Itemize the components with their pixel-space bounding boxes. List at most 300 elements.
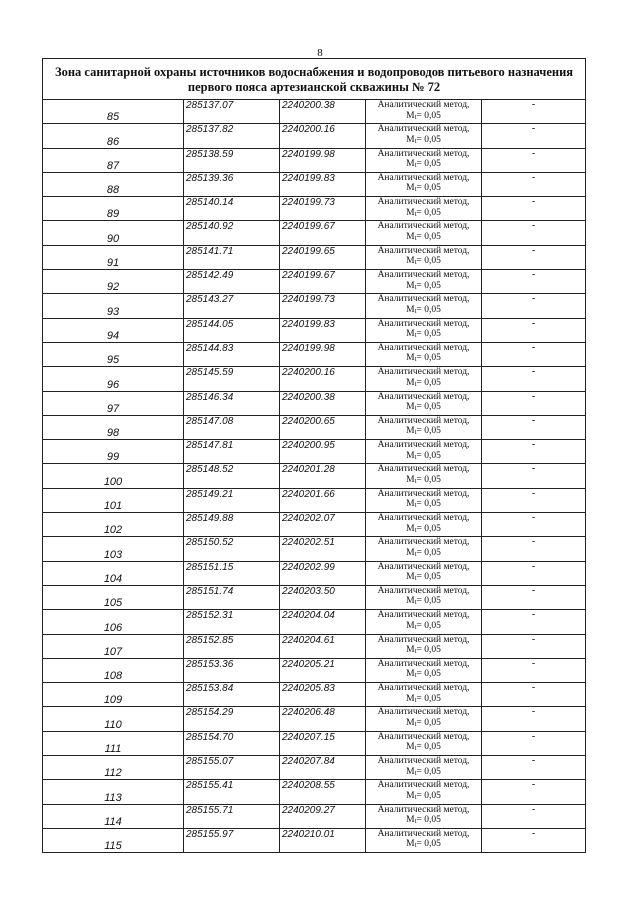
method-cell bbox=[366, 100, 482, 124]
method-accuracy-value: = 0,05 bbox=[416, 353, 441, 364]
method-accuracy bbox=[366, 281, 481, 293]
y-coordinate: 2240202.07 bbox=[280, 513, 366, 537]
x-coordinate: 285155.07 bbox=[184, 756, 280, 780]
method-accuracy-symbol: M bbox=[406, 353, 415, 364]
method-accuracy-value: = 0,05 bbox=[416, 596, 441, 607]
x-coordinate: 285140.92 bbox=[184, 221, 280, 245]
note-cell: - bbox=[482, 270, 586, 294]
method-accuracy-value: = 0,05 bbox=[416, 402, 441, 413]
note-cell: - bbox=[482, 415, 586, 439]
note-cell: - bbox=[482, 513, 586, 537]
x-coordinate: 285144.05 bbox=[184, 318, 280, 342]
method-accuracy bbox=[366, 839, 481, 851]
y-coordinate: 2240200.65 bbox=[280, 415, 366, 439]
x-coordinate: 285144.83 bbox=[184, 342, 280, 366]
method-label: Аналитический метод, bbox=[377, 828, 470, 839]
x-coordinate: 285151.15 bbox=[184, 561, 280, 585]
y-coordinate: 2240199.67 bbox=[280, 270, 366, 294]
y-coordinate: 2240199.83 bbox=[280, 318, 366, 342]
method-label: Аналитический метод, bbox=[377, 707, 470, 718]
y-coordinate: 2240202.51 bbox=[280, 537, 366, 561]
y-coordinate: 2240207.84 bbox=[280, 756, 366, 780]
method-accuracy-symbol: M bbox=[406, 693, 415, 704]
method-accuracy-symbol: M bbox=[406, 790, 415, 801]
method-label: Аналитический метод, bbox=[377, 342, 470, 353]
point-number: 95 bbox=[43, 342, 184, 366]
point-number: 110 bbox=[43, 707, 184, 731]
point-number: 99 bbox=[43, 440, 184, 464]
method-accuracy-subscript: t bbox=[414, 428, 417, 437]
table-title: Зона санитарной охраны источников водоснабжения и водопроводов питьевого назначения первого пояса артезианской скважины № 72 bbox=[43, 59, 586, 100]
method-accuracy-value: = 0,05 bbox=[416, 669, 441, 680]
x-coordinate: 285155.97 bbox=[184, 828, 280, 852]
method-accuracy bbox=[366, 232, 481, 244]
x-coordinate: 285153.36 bbox=[184, 658, 280, 682]
method-accuracy bbox=[366, 524, 481, 536]
y-coordinate: 2240201.66 bbox=[280, 488, 366, 512]
method-label: Аналитический метод, bbox=[377, 634, 470, 645]
point-number: 91 bbox=[43, 245, 184, 269]
method-accuracy-subscript: t bbox=[414, 404, 417, 413]
method-accuracy bbox=[366, 669, 481, 681]
y-coordinate: 2240199.83 bbox=[280, 172, 366, 196]
method-label: Аналитический метод, bbox=[377, 367, 470, 378]
method-accuracy-value: = 0,05 bbox=[416, 231, 441, 242]
method-accuracy-symbol: M bbox=[406, 159, 415, 170]
method-cell bbox=[366, 683, 482, 707]
table-row bbox=[43, 245, 586, 269]
point-number: 109 bbox=[43, 683, 184, 707]
method-accuracy bbox=[366, 475, 481, 487]
point-number: 93 bbox=[43, 294, 184, 318]
method-label: Аналитический метод, bbox=[377, 270, 470, 281]
method-cell bbox=[366, 780, 482, 804]
point-number: 97 bbox=[43, 391, 184, 415]
method-accuracy bbox=[366, 815, 481, 827]
method-accuracy-subscript: t bbox=[414, 355, 417, 364]
point-number: 102 bbox=[43, 513, 184, 537]
table-row bbox=[43, 828, 586, 852]
note-cell: - bbox=[482, 197, 586, 221]
table-row bbox=[43, 391, 586, 415]
x-coordinate: 285150.52 bbox=[184, 537, 280, 561]
table-row bbox=[43, 415, 586, 439]
note-cell: - bbox=[482, 440, 586, 464]
method-cell bbox=[366, 294, 482, 318]
method-accuracy bbox=[366, 256, 481, 268]
note-cell: - bbox=[482, 828, 586, 852]
point-number: 89 bbox=[43, 197, 184, 221]
method-cell bbox=[366, 804, 482, 828]
method-cell bbox=[366, 828, 482, 852]
method-accuracy-symbol: M bbox=[406, 304, 415, 315]
y-coordinate: 2240199.65 bbox=[280, 245, 366, 269]
table-row bbox=[43, 513, 586, 537]
table-row bbox=[43, 804, 586, 828]
method-label: Аналитический метод, bbox=[377, 197, 470, 208]
note-cell: - bbox=[482, 148, 586, 172]
x-coordinate: 285146.34 bbox=[184, 391, 280, 415]
method-accuracy-symbol: M bbox=[406, 620, 415, 631]
table-row bbox=[43, 488, 586, 512]
point-number: 115 bbox=[43, 828, 184, 852]
method-cell bbox=[366, 488, 482, 512]
x-coordinate: 285148.52 bbox=[184, 464, 280, 488]
method-accuracy-value: = 0,05 bbox=[416, 207, 441, 218]
note-cell: - bbox=[482, 780, 586, 804]
table-row bbox=[43, 197, 586, 221]
table-row bbox=[43, 318, 586, 342]
x-coordinate: 285138.59 bbox=[184, 148, 280, 172]
method-accuracy bbox=[366, 694, 481, 706]
y-coordinate: 2240210.01 bbox=[280, 828, 366, 852]
method-accuracy-subscript: t bbox=[414, 185, 417, 194]
point-number: 85 bbox=[43, 100, 184, 124]
method-accuracy-subscript: t bbox=[414, 719, 417, 728]
method-accuracy-value: = 0,05 bbox=[416, 474, 441, 485]
method-accuracy-subscript: t bbox=[414, 136, 417, 145]
method-accuracy-subscript: t bbox=[414, 549, 417, 558]
note-cell: - bbox=[482, 318, 586, 342]
method-accuracy-value: = 0,05 bbox=[416, 572, 441, 583]
y-coordinate: 2240203.50 bbox=[280, 585, 366, 609]
method-label: Аналитический метод, bbox=[377, 488, 470, 499]
table-row bbox=[43, 780, 586, 804]
method-accuracy-symbol: M bbox=[406, 256, 415, 267]
x-coordinate: 285137.82 bbox=[184, 124, 280, 148]
point-number: 111 bbox=[43, 731, 184, 755]
method-accuracy-symbol: M bbox=[406, 402, 415, 413]
method-accuracy-value: = 0,05 bbox=[416, 256, 441, 267]
note-cell: - bbox=[482, 342, 586, 366]
method-accuracy-value: = 0,05 bbox=[416, 620, 441, 631]
y-coordinate: 2240200.38 bbox=[280, 100, 366, 124]
method-accuracy-value: = 0,05 bbox=[416, 329, 441, 340]
method-label: Аналитический метод, bbox=[377, 585, 470, 596]
method-accuracy-value: = 0,05 bbox=[416, 134, 441, 145]
method-label: Аналитический метод, bbox=[377, 804, 470, 815]
y-coordinate: 2240200.16 bbox=[280, 367, 366, 391]
point-number: 92 bbox=[43, 270, 184, 294]
method-accuracy-subscript: t bbox=[414, 622, 417, 631]
method-cell bbox=[366, 610, 482, 634]
method-accuracy bbox=[366, 621, 481, 633]
method-label: Аналитический метод, bbox=[377, 610, 470, 621]
method-accuracy bbox=[366, 329, 481, 341]
method-cell bbox=[366, 537, 482, 561]
table-row bbox=[43, 294, 586, 318]
method-accuracy-symbol: M bbox=[406, 450, 415, 461]
method-accuracy-symbol: M bbox=[406, 766, 415, 777]
method-accuracy-symbol: M bbox=[406, 523, 415, 534]
point-number: 94 bbox=[43, 318, 184, 342]
table-row bbox=[43, 367, 586, 391]
method-accuracy-subscript: t bbox=[414, 452, 417, 461]
method-accuracy-symbol: M bbox=[406, 207, 415, 218]
method-cell bbox=[366, 658, 482, 682]
method-accuracy-symbol: M bbox=[406, 280, 415, 291]
method-accuracy-symbol: M bbox=[406, 377, 415, 388]
x-coordinate: 285140.14 bbox=[184, 197, 280, 221]
y-coordinate: 2240204.04 bbox=[280, 610, 366, 634]
y-coordinate: 2240199.98 bbox=[280, 342, 366, 366]
method-accuracy-symbol: M bbox=[406, 596, 415, 607]
table-row bbox=[43, 634, 586, 658]
method-label: Аналитический метод, bbox=[377, 148, 470, 159]
x-coordinate: 285145.59 bbox=[184, 367, 280, 391]
method-cell bbox=[366, 245, 482, 269]
note-cell: - bbox=[482, 100, 586, 124]
note-cell: - bbox=[482, 488, 586, 512]
note-cell: - bbox=[482, 634, 586, 658]
method-accuracy bbox=[366, 353, 481, 365]
table-row bbox=[43, 537, 586, 561]
method-accuracy-value: = 0,05 bbox=[416, 693, 441, 704]
y-coordinate: 2240205.83 bbox=[280, 683, 366, 707]
method-accuracy-value: = 0,05 bbox=[416, 790, 441, 801]
method-accuracy-subscript: t bbox=[414, 379, 417, 388]
table-row bbox=[43, 756, 586, 780]
method-label: Аналитический метод, bbox=[377, 440, 470, 451]
point-number: 106 bbox=[43, 610, 184, 634]
y-coordinate: 2240201.28 bbox=[280, 464, 366, 488]
method-accuracy-symbol: M bbox=[406, 815, 415, 826]
method-cell bbox=[366, 172, 482, 196]
method-accuracy bbox=[366, 572, 481, 584]
method-accuracy-subscript: t bbox=[414, 112, 417, 121]
method-accuracy bbox=[366, 548, 481, 560]
method-accuracy bbox=[366, 499, 481, 511]
method-accuracy-symbol: M bbox=[406, 669, 415, 680]
point-number: 87 bbox=[43, 148, 184, 172]
method-accuracy bbox=[366, 645, 481, 657]
method-cell bbox=[366, 342, 482, 366]
method-accuracy-subscript: t bbox=[414, 233, 417, 242]
method-label: Аналитический метод, bbox=[377, 245, 470, 256]
point-number: 96 bbox=[43, 367, 184, 391]
method-cell bbox=[366, 464, 482, 488]
method-accuracy-value: = 0,05 bbox=[416, 645, 441, 656]
method-label: Аналитический метод, bbox=[377, 731, 470, 742]
method-accuracy-subscript: t bbox=[414, 574, 417, 583]
note-cell: - bbox=[482, 658, 586, 682]
method-accuracy-subscript: t bbox=[414, 817, 417, 826]
y-coordinate: 2240200.16 bbox=[280, 124, 366, 148]
method-cell bbox=[366, 391, 482, 415]
method-accuracy bbox=[366, 159, 481, 171]
method-accuracy-symbol: M bbox=[406, 499, 415, 510]
method-accuracy-value: = 0,05 bbox=[416, 742, 441, 753]
table-row bbox=[43, 658, 586, 682]
method-cell bbox=[366, 318, 482, 342]
method-accuracy-subscript: t bbox=[414, 768, 417, 777]
method-label: Аналитический метод, bbox=[377, 756, 470, 767]
method-label: Аналитический метод, bbox=[377, 561, 470, 572]
table-row bbox=[43, 731, 586, 755]
x-coordinate: 285155.41 bbox=[184, 780, 280, 804]
method-label: Аналитический метод, bbox=[377, 513, 470, 524]
note-cell: - bbox=[482, 391, 586, 415]
method-label: Аналитический метод, bbox=[377, 391, 470, 402]
method-label: Аналитический метод, bbox=[377, 658, 470, 669]
method-cell bbox=[366, 221, 482, 245]
method-accuracy-symbol: M bbox=[406, 839, 415, 850]
method-accuracy-value: = 0,05 bbox=[416, 426, 441, 437]
method-accuracy-subscript: t bbox=[414, 501, 417, 510]
method-cell bbox=[366, 707, 482, 731]
method-accuracy-value: = 0,05 bbox=[416, 499, 441, 510]
method-cell bbox=[366, 124, 482, 148]
method-accuracy-symbol: M bbox=[406, 110, 415, 121]
point-number: 112 bbox=[43, 756, 184, 780]
note-cell: - bbox=[482, 731, 586, 755]
method-cell bbox=[366, 513, 482, 537]
table-body bbox=[43, 59, 586, 853]
x-coordinate: 285137.07 bbox=[184, 100, 280, 124]
point-number: 108 bbox=[43, 658, 184, 682]
table-row bbox=[43, 148, 586, 172]
method-accuracy bbox=[366, 596, 481, 608]
page-number: 8 bbox=[317, 47, 323, 59]
table-row bbox=[43, 464, 586, 488]
method-accuracy-value: = 0,05 bbox=[416, 110, 441, 121]
point-number: 103 bbox=[43, 537, 184, 561]
method-label: Аналитический метод, bbox=[377, 464, 470, 475]
table-row bbox=[43, 124, 586, 148]
x-coordinate: 285151.74 bbox=[184, 585, 280, 609]
method-accuracy-symbol: M bbox=[406, 426, 415, 437]
y-coordinate: 2240200.38 bbox=[280, 391, 366, 415]
method-accuracy-subscript: t bbox=[414, 792, 417, 801]
method-accuracy-subscript: t bbox=[414, 161, 417, 170]
x-coordinate: 285153.84 bbox=[184, 683, 280, 707]
y-coordinate: 2240204.61 bbox=[280, 634, 366, 658]
method-label: Аналитический метод, bbox=[377, 780, 470, 791]
x-coordinate: 285141.71 bbox=[184, 245, 280, 269]
method-accuracy-symbol: M bbox=[406, 474, 415, 485]
coordinates-table bbox=[42, 58, 586, 853]
method-cell bbox=[366, 148, 482, 172]
method-accuracy-subscript: t bbox=[414, 647, 417, 656]
note-cell: - bbox=[482, 804, 586, 828]
x-coordinate: 285147.81 bbox=[184, 440, 280, 464]
point-number: 90 bbox=[43, 221, 184, 245]
method-accuracy-value: = 0,05 bbox=[416, 547, 441, 558]
x-coordinate: 285154.29 bbox=[184, 707, 280, 731]
x-coordinate: 285149.21 bbox=[184, 488, 280, 512]
method-accuracy-subscript: t bbox=[414, 282, 417, 291]
note-cell: - bbox=[482, 756, 586, 780]
note-cell: - bbox=[482, 367, 586, 391]
method-accuracy-symbol: M bbox=[406, 645, 415, 656]
table-row bbox=[43, 610, 586, 634]
y-coordinate: 2240200.95 bbox=[280, 440, 366, 464]
y-coordinate: 2240199.73 bbox=[280, 294, 366, 318]
table-row bbox=[43, 221, 586, 245]
y-coordinate: 2240206.48 bbox=[280, 707, 366, 731]
table-row bbox=[43, 342, 586, 366]
note-cell: - bbox=[482, 707, 586, 731]
x-coordinate: 285155.71 bbox=[184, 804, 280, 828]
point-number: 113 bbox=[43, 780, 184, 804]
method-accuracy-value: = 0,05 bbox=[416, 766, 441, 777]
method-cell bbox=[366, 561, 482, 585]
method-cell bbox=[366, 585, 482, 609]
method-accuracy-symbol: M bbox=[406, 547, 415, 558]
method-accuracy-value: = 0,05 bbox=[416, 159, 441, 170]
note-cell: - bbox=[482, 221, 586, 245]
method-accuracy-symbol: M bbox=[406, 134, 415, 145]
method-accuracy-value: = 0,05 bbox=[416, 304, 441, 315]
y-coordinate: 2240205.21 bbox=[280, 658, 366, 682]
method-accuracy bbox=[366, 378, 481, 390]
method-accuracy bbox=[366, 208, 481, 220]
method-accuracy bbox=[366, 791, 481, 803]
method-label: Аналитический метод, bbox=[377, 100, 470, 110]
point-number: 101 bbox=[43, 488, 184, 512]
y-coordinate: 2240207.15 bbox=[280, 731, 366, 755]
point-number: 105 bbox=[43, 585, 184, 609]
method-label: Аналитический метод, bbox=[377, 537, 470, 548]
method-accuracy-subscript: t bbox=[414, 671, 417, 680]
note-cell: - bbox=[482, 464, 586, 488]
point-number: 86 bbox=[43, 124, 184, 148]
x-coordinate: 285152.31 bbox=[184, 610, 280, 634]
method-cell bbox=[366, 197, 482, 221]
method-cell bbox=[366, 270, 482, 294]
table-row bbox=[43, 561, 586, 585]
method-accuracy-value: = 0,05 bbox=[416, 815, 441, 826]
note-cell: - bbox=[482, 245, 586, 269]
method-accuracy-value: = 0,05 bbox=[416, 523, 441, 534]
point-number: 88 bbox=[43, 172, 184, 196]
note-cell: - bbox=[482, 561, 586, 585]
x-coordinate: 285147.08 bbox=[184, 415, 280, 439]
method-accuracy-subscript: t bbox=[414, 841, 417, 850]
method-accuracy bbox=[366, 451, 481, 463]
method-accuracy bbox=[366, 742, 481, 754]
x-coordinate: 285154.70 bbox=[184, 731, 280, 755]
note-cell: - bbox=[482, 294, 586, 318]
method-cell bbox=[366, 440, 482, 464]
method-accuracy bbox=[366, 305, 481, 317]
method-accuracy-subscript: t bbox=[414, 744, 417, 753]
method-accuracy bbox=[366, 718, 481, 730]
point-number: 104 bbox=[43, 561, 184, 585]
method-accuracy-subscript: t bbox=[414, 476, 417, 485]
table-row bbox=[43, 172, 586, 196]
x-coordinate: 285152.85 bbox=[184, 634, 280, 658]
method-accuracy-symbol: M bbox=[406, 231, 415, 242]
method-label: Аналитический метод, bbox=[377, 318, 470, 329]
point-number: 98 bbox=[43, 415, 184, 439]
method-label: Аналитический метод, bbox=[377, 415, 470, 426]
y-coordinate: 2240199.73 bbox=[280, 197, 366, 221]
method-accuracy-value: = 0,05 bbox=[416, 839, 441, 850]
method-cell bbox=[366, 731, 482, 755]
note-cell: - bbox=[482, 172, 586, 196]
method-accuracy-subscript: t bbox=[414, 209, 417, 218]
note-cell: - bbox=[482, 537, 586, 561]
method-accuracy-symbol: M bbox=[406, 717, 415, 728]
method-accuracy-value: = 0,05 bbox=[416, 717, 441, 728]
table-row bbox=[43, 440, 586, 464]
x-coordinate: 285143.27 bbox=[184, 294, 280, 318]
method-accuracy-symbol: M bbox=[406, 572, 415, 583]
method-accuracy-subscript: t bbox=[414, 331, 417, 340]
method-accuracy-value: = 0,05 bbox=[416, 377, 441, 388]
table-row bbox=[43, 270, 586, 294]
